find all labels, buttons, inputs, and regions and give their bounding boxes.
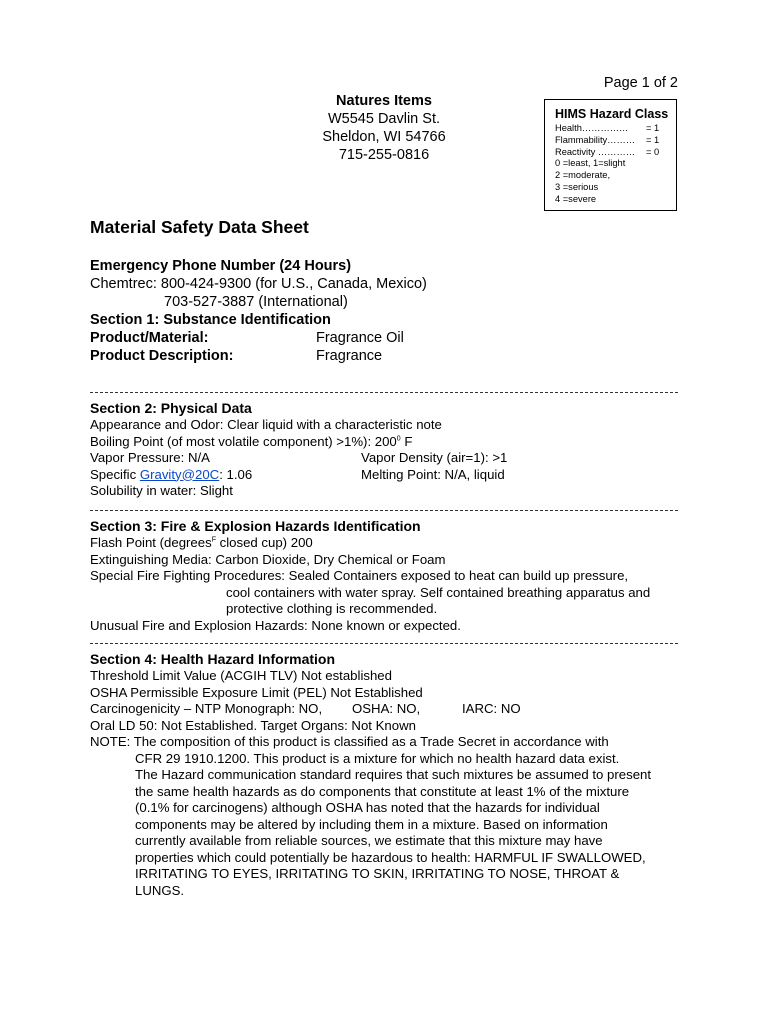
vapor-row xyxy=(90,450,507,467)
note-line: the same health hazards as do components that constitute at least 1% of the mixture xyxy=(135,783,630,799)
special-procedures-line-1: Special Fire Fighting Procedures: Sealed Containers exposed to heat can build up pressure, xyxy=(90,568,629,583)
company-address-line1: W5545 Davlin St. xyxy=(327,111,441,127)
carcinogenicity-ntp: Carcinogenicity – NTP Monograph: NO, xyxy=(90,701,323,716)
boiling-point-unit: F xyxy=(400,433,413,449)
note-line: NOTE: The composition of this product is classified as a Trade Secret in accordance with xyxy=(90,734,609,749)
emergency-heading: Emergency Phone Number (24 Hours) xyxy=(90,258,352,274)
specific-gravity-row xyxy=(90,467,507,484)
section1-heading: Section 1: Substance Identification xyxy=(90,312,331,328)
page-number: Page 1 of 2 xyxy=(603,75,678,91)
specific-gravity xyxy=(90,467,361,484)
company-address-line2: Sheldon, WI 54766 xyxy=(322,129,446,145)
section-divider xyxy=(90,643,678,644)
hims-legend-line: 2 =moderate, xyxy=(555,170,611,181)
special-procedures-line-3: protective clothing is recommended. xyxy=(226,601,438,616)
company-phone: 715-255-0816 xyxy=(338,147,430,163)
product-description-label: Product Description: xyxy=(90,348,234,364)
note-line: The Hazard communication standard requires that such mixtures be assumed to present xyxy=(135,767,652,782)
flash-point-sup: F xyxy=(211,536,216,544)
hims-value: = 1 xyxy=(646,123,660,133)
carcinogenicity-iarc: IARC: NO xyxy=(462,701,521,716)
unusual-hazards-line: Unusual Fire and Explosion Hazards: None known or expected. xyxy=(90,617,461,633)
section3-heading: Section 3: Fire & Explosion Hazards Identification xyxy=(90,518,421,534)
product-description-row xyxy=(90,347,427,365)
hims-row-reactivity xyxy=(555,147,676,159)
pel-line: OSHA Permissible Exposure Limit (PEL) Not Established xyxy=(90,684,423,700)
emergency-section xyxy=(90,257,427,365)
hims-value: = 0 xyxy=(646,146,660,157)
company-header xyxy=(270,92,498,164)
emergency-line-1: Chemtrec: 800-424-9300 (for U.S., Canada, Mexico) xyxy=(90,276,427,292)
vapor-density: Vapor Density (air=1): >1 xyxy=(361,450,508,465)
product-material-row xyxy=(90,329,427,347)
note-line: components may be altered by including them in a mixture. Based on information xyxy=(135,816,608,832)
hims-label: Reactivity ………… xyxy=(555,146,636,157)
boiling-point-sup: 0 xyxy=(396,435,401,443)
product-description-value: Fragrance xyxy=(316,348,383,364)
flash-point-line xyxy=(90,535,650,552)
document-title: Material Safety Data Sheet xyxy=(90,217,309,237)
hims-row-flammability xyxy=(555,135,676,147)
emergency-line-2: 703-527-3887 (International) xyxy=(164,294,348,310)
product-material-label: Product/Material: xyxy=(90,330,209,346)
boiling-point-text: Boiling Point (of most volatile component) >1%): 200 xyxy=(90,433,397,449)
hims-row-health xyxy=(555,123,676,135)
melting-point: Melting Point: N/A, liquid xyxy=(361,466,505,482)
hims-value: = 1 xyxy=(646,134,660,145)
solubility-line: Solubility in water: Slight xyxy=(90,483,233,498)
tlv-line: Threshold Limit Value (ACGIH TLV) Not established xyxy=(90,668,392,683)
note-line: LUNGS. xyxy=(135,882,185,898)
note-line: properties which could potentially be hazardous to health: HARMFUL IF SWALLOWED, xyxy=(135,849,646,865)
hims-label: Health…………… xyxy=(555,123,629,133)
hims-title: HIMS Hazard Class xyxy=(555,107,669,121)
section4-health-hazard xyxy=(90,651,651,899)
hims-legend-line: 3 =serious xyxy=(555,181,599,192)
specific-gravity-value: : 1.06 xyxy=(219,466,253,482)
company-name: Natures Items xyxy=(336,93,432,109)
carcinogenicity-osha: OSHA: NO, xyxy=(352,701,421,716)
section-divider xyxy=(90,510,678,511)
flash-point-value: closed cup) 200 xyxy=(215,535,313,550)
note-line: IRRITATING TO EYES, IRRITATING TO SKIN, IRRITATING TO NOSE, THROAT & xyxy=(135,866,620,881)
product-material-value: Fragrance Oil xyxy=(316,330,404,346)
carcinogenicity-row xyxy=(90,701,651,718)
hims-hazard-box xyxy=(544,99,677,211)
section3-fire-hazards xyxy=(90,518,650,634)
section2-heading: Section 2: Physical Data xyxy=(90,400,252,416)
hims-legend-line: 0 =least, 1=slight xyxy=(555,158,626,169)
note-line: CFR 29 1910.1200. This product is a mixture for which no health hazard data exist. xyxy=(135,750,620,766)
note-line: (0.1% for carcinogens) although OSHA has noted that the hazards for individual xyxy=(135,800,600,815)
oral-ld50-line: Oral LD 50: Not Established. Target Organs: Not Known xyxy=(90,717,416,733)
note-line: currently available from reliable sources, we estimate that this mixture may have xyxy=(135,833,603,848)
section2-physical-data xyxy=(90,400,507,500)
specific-gravity-prefix: Specific xyxy=(90,466,140,482)
hims-label: Flammability……… xyxy=(555,134,636,145)
hims-legend-line: 4 =severe xyxy=(555,193,597,204)
gravity-link[interactable]: Gravity@20C xyxy=(139,466,220,482)
flash-point-text: Flash Point (degrees xyxy=(90,535,212,550)
boiling-point-line xyxy=(90,434,507,451)
extinguishing-media-line: Extinguishing Media: Carbon Dioxide, Dry Chemical or Foam xyxy=(90,551,446,567)
section-divider xyxy=(90,392,678,393)
section4-heading: Section 4: Health Hazard Information xyxy=(90,651,336,667)
vapor-pressure: Vapor Pressure: N/A xyxy=(90,450,210,465)
appearance-line: Appearance and Odor: Clear liquid with a characteristic note xyxy=(90,417,442,432)
special-procedures-line-2: cool containers with water spray. Self contained breathing apparatus and xyxy=(226,584,651,600)
